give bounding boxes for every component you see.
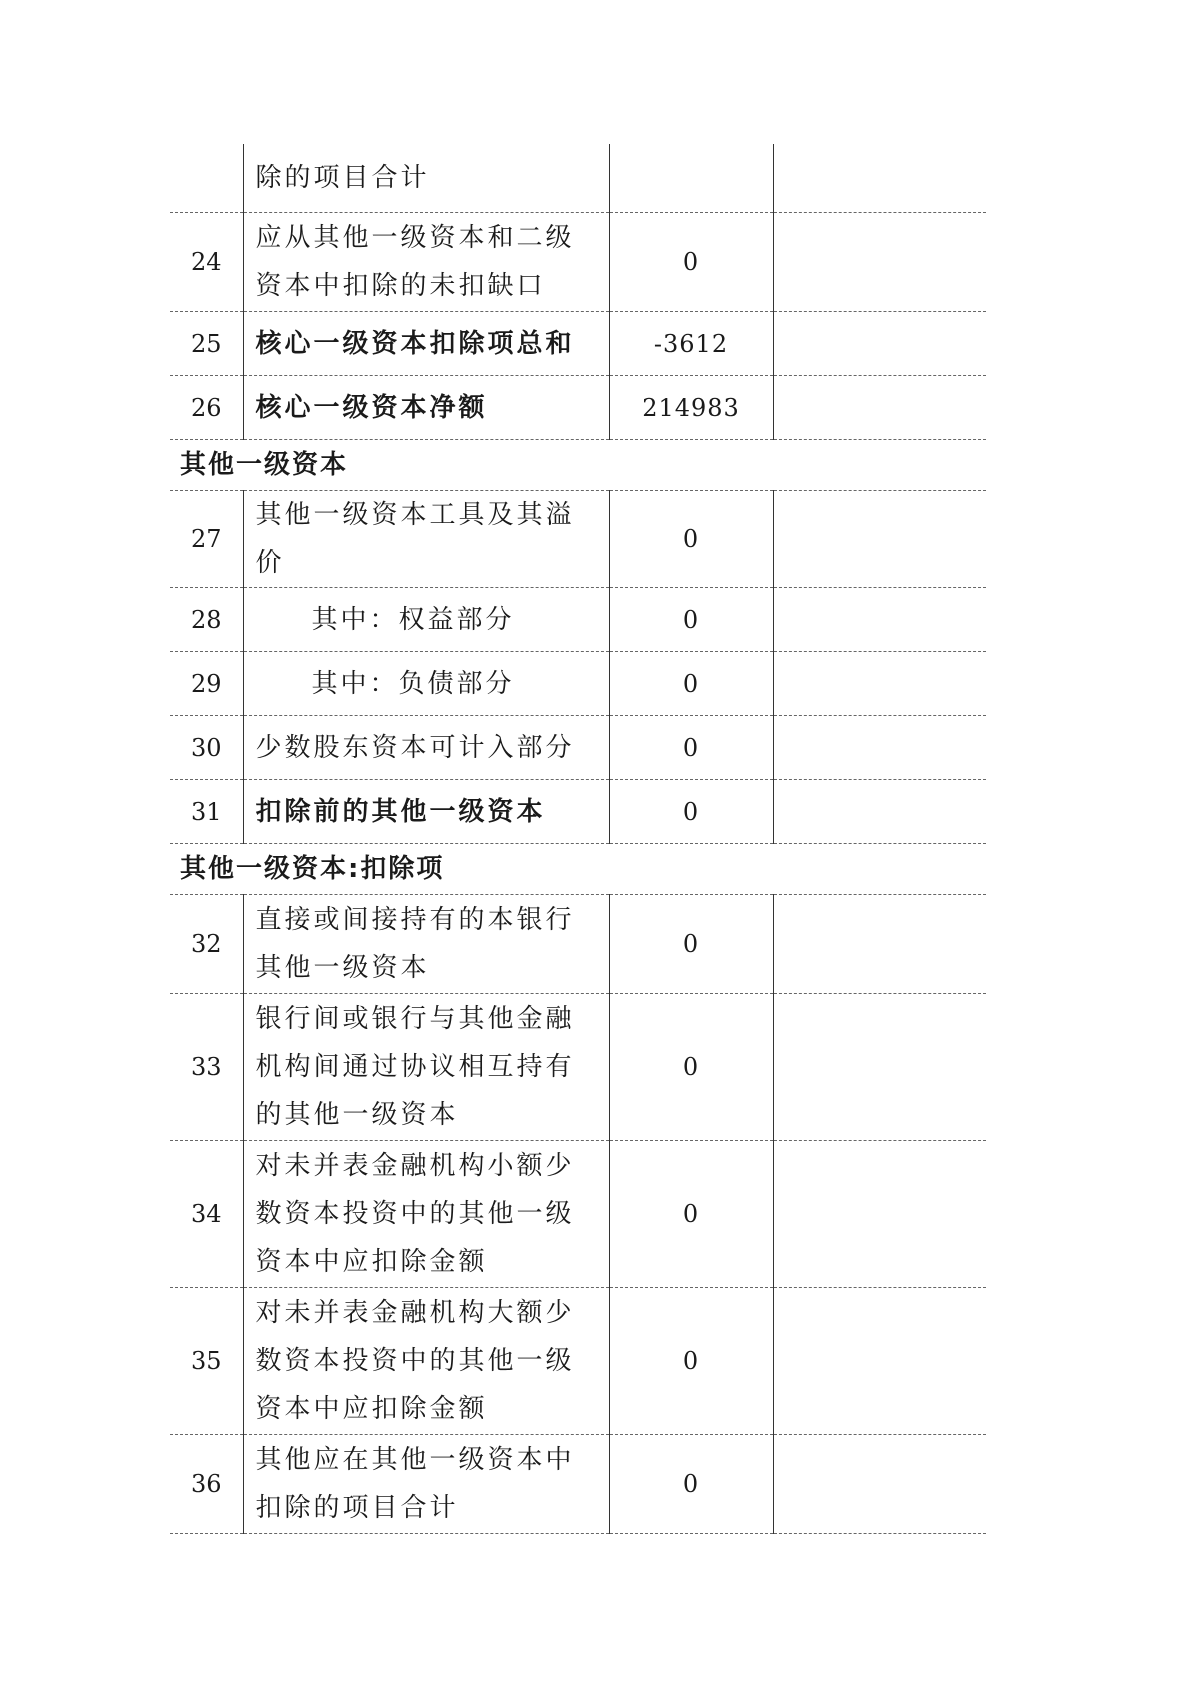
row-reference: [773, 1141, 986, 1288]
row-reference: [773, 1435, 986, 1534]
table-row: [170, 652, 986, 716]
row-value: 214983: [609, 376, 773, 440]
row-number: 25: [170, 312, 243, 376]
row-value: -3612: [609, 312, 773, 376]
table-row: [170, 312, 986, 376]
row-value: 0: [609, 1288, 773, 1435]
table-row: [170, 1141, 986, 1288]
row-reference: [773, 652, 986, 716]
row-number: 32: [170, 895, 243, 994]
row-reference: [773, 716, 986, 780]
table-row: [170, 895, 986, 994]
table-row: [170, 144, 986, 213]
section-title: 其他一级资本: [170, 440, 986, 491]
row-number: 35: [170, 1288, 243, 1435]
table-row: [170, 1435, 986, 1534]
row-item: 银行间或银行与其他金融机构间通过协议相互持有的其他一级资本: [243, 994, 609, 1141]
row-number: 34: [170, 1141, 243, 1288]
row-reference: [773, 994, 986, 1141]
row-reference: [773, 491, 986, 588]
table-row: [170, 213, 986, 312]
table-row: [170, 1288, 986, 1435]
section-title: 其他一级资本:扣除项: [170, 844, 986, 895]
row-number: 30: [170, 716, 243, 780]
row-value: [609, 144, 773, 213]
row-item: 扣除前的其他一级资本: [243, 780, 609, 844]
row-value: 0: [609, 1141, 773, 1288]
row-item: 少数股东资本可计入部分: [243, 716, 609, 780]
row-number: 24: [170, 213, 243, 312]
table-row: [170, 588, 986, 652]
row-number: [170, 144, 243, 213]
row-number: 27: [170, 491, 243, 588]
row-value: 0: [609, 491, 773, 588]
row-number: 28: [170, 588, 243, 652]
row-value: 0: [609, 588, 773, 652]
table-row: [170, 491, 986, 588]
table-row: [170, 716, 986, 780]
capital-composition-table: [170, 144, 986, 1534]
row-number: 33: [170, 994, 243, 1141]
row-item: 核心一级资本净额: [243, 376, 609, 440]
row-reference: [773, 376, 986, 440]
row-reference: [773, 1288, 986, 1435]
section-header-row: [170, 844, 986, 895]
row-value: 0: [609, 994, 773, 1141]
row-value: 0: [609, 895, 773, 994]
row-item: 应从其他一级资本和二级资本中扣除的未扣缺口: [243, 213, 609, 312]
row-number: 29: [170, 652, 243, 716]
table-row: [170, 780, 986, 844]
row-item: 其他一级资本工具及其溢价: [243, 491, 609, 588]
row-value: 0: [609, 780, 773, 844]
row-item: 其他应在其他一级资本中扣除的项目合计: [243, 1435, 609, 1534]
row-reference: [773, 213, 986, 312]
row-number: 36: [170, 1435, 243, 1534]
row-number: 26: [170, 376, 243, 440]
row-value: 0: [609, 1435, 773, 1534]
row-reference: [773, 312, 986, 376]
row-reference: [773, 588, 986, 652]
row-value: 0: [609, 652, 773, 716]
row-item: 对未并表金融机构小额少数资本投资中的其他一级资本中应扣除金额: [243, 1141, 609, 1288]
table-row: [170, 376, 986, 440]
section-header-row: [170, 440, 986, 491]
row-item: 核心一级资本扣除项总和: [243, 312, 609, 376]
row-reference: [773, 780, 986, 844]
row-reference: [773, 144, 986, 213]
row-item: 其中：权益部分: [243, 588, 609, 652]
row-value: 0: [609, 213, 773, 312]
row-value: 0: [609, 716, 773, 780]
row-item: 除的项目合计: [243, 144, 609, 213]
row-item: 直接或间接持有的本银行其他一级资本: [243, 895, 609, 994]
table-row: [170, 994, 986, 1141]
row-reference: [773, 895, 986, 994]
row-number: 31: [170, 780, 243, 844]
row-item: 其中：负债部分: [243, 652, 609, 716]
row-item: 对未并表金融机构大额少数资本投资中的其他一级资本中应扣除金额: [243, 1288, 609, 1435]
